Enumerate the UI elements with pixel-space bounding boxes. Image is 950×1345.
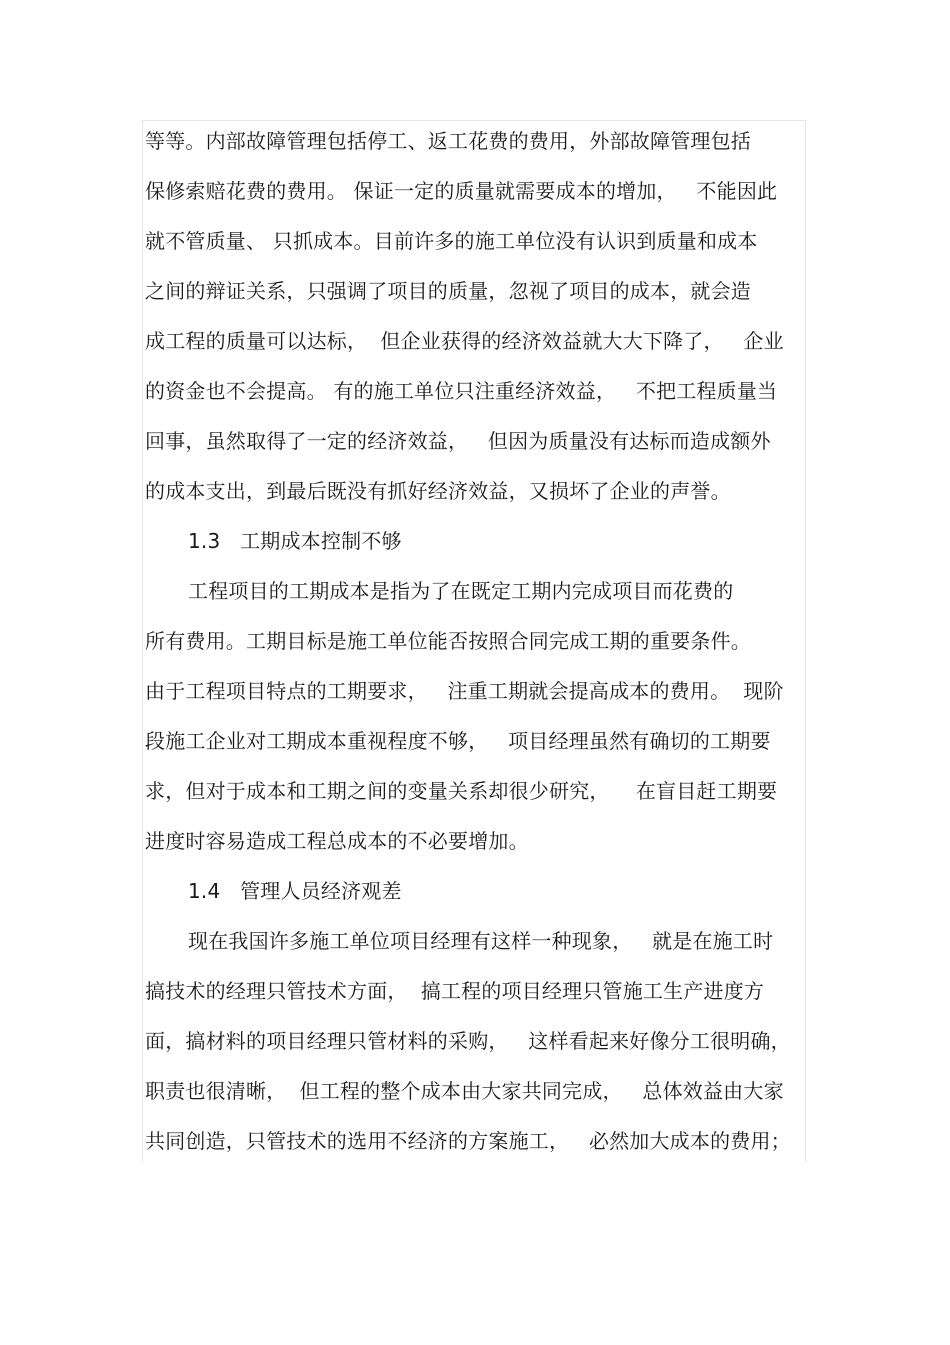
paragraph-line: 的资金也不会提高。 有的施工单位只注重经济效益， 不把工程质量当 xyxy=(145,379,778,403)
paragraph-line: 求，但对于成本和工期之间的变量关系却很少研究， 在盲目赶工期要 xyxy=(145,779,778,803)
paragraph-line: 成工程的质量可以达标， 但企业获得的经济效益就大大下降了， 企业 xyxy=(145,329,784,353)
section-heading-1-3: 1.3 工期成本控制不够 xyxy=(188,529,402,553)
paragraph-line: 就不管质量、 只抓成本。目前许多的施工单位没有认识到质量和成本 xyxy=(145,229,758,253)
paragraph-line: 进度时容易造成工程总成本的不必要增加。 xyxy=(145,829,529,853)
paragraph-line: 等等。内部故障管理包括停工、返工花费的费用，外部故障管理包括 xyxy=(145,129,751,153)
paragraph-line: 的成本支出，到最后既没有抓好经济效益，又损坏了企业的声誉。 xyxy=(145,479,731,503)
paragraph-line: 所有费用。工期目标是施工单位能否按照合同完成工期的重要条件。 xyxy=(145,629,751,653)
paragraph-line: 面，搞材料的项目经理只管材料的采购， 这样看起来好像分工很明确， xyxy=(145,1029,791,1053)
paragraph-line: 保修索赔花费的费用。 保证一定的质量就需要成本的增加， 不能因此 xyxy=(145,179,778,203)
paragraph-line: 回事，虽然取得了一定的经济效益， 但因为质量没有达标而造成额外 xyxy=(145,429,771,453)
paragraph-line: 现在我国许多施工单位项目经理有这样一种现象， 就是在施工时 xyxy=(188,929,774,953)
paragraph-line: 工程项目的工期成本是指为了在既定工期内完成项目而花费的 xyxy=(188,579,734,603)
paragraph-line: 职责也很清晰， 但工程的整个成本由大家共同完成， 总体效益由大家 xyxy=(145,1079,784,1103)
paragraph-line: 之间的辩证关系，只强调了项目的质量，忽视了项目的成本，就会造 xyxy=(145,279,751,303)
paragraph-line: 由于工程项目特点的工期要求， 注重工期就会提高成本的费用。 现阶 xyxy=(145,679,784,703)
paragraph-line: 共同创造，只管技术的选用不经济的方案施工， 必然加大成本的费用； xyxy=(145,1129,791,1153)
section-heading-1-4: 1.4 管理人员经济观差 xyxy=(188,879,402,903)
paragraph-line: 段施工企业对工期成本重视程度不够， 项目经理虽然有确切的工期要 xyxy=(145,729,771,753)
paragraph-line: 搞技术的经理只管技术方面， 搞工程的项目经理只管施工生产进度方 xyxy=(145,979,765,1003)
